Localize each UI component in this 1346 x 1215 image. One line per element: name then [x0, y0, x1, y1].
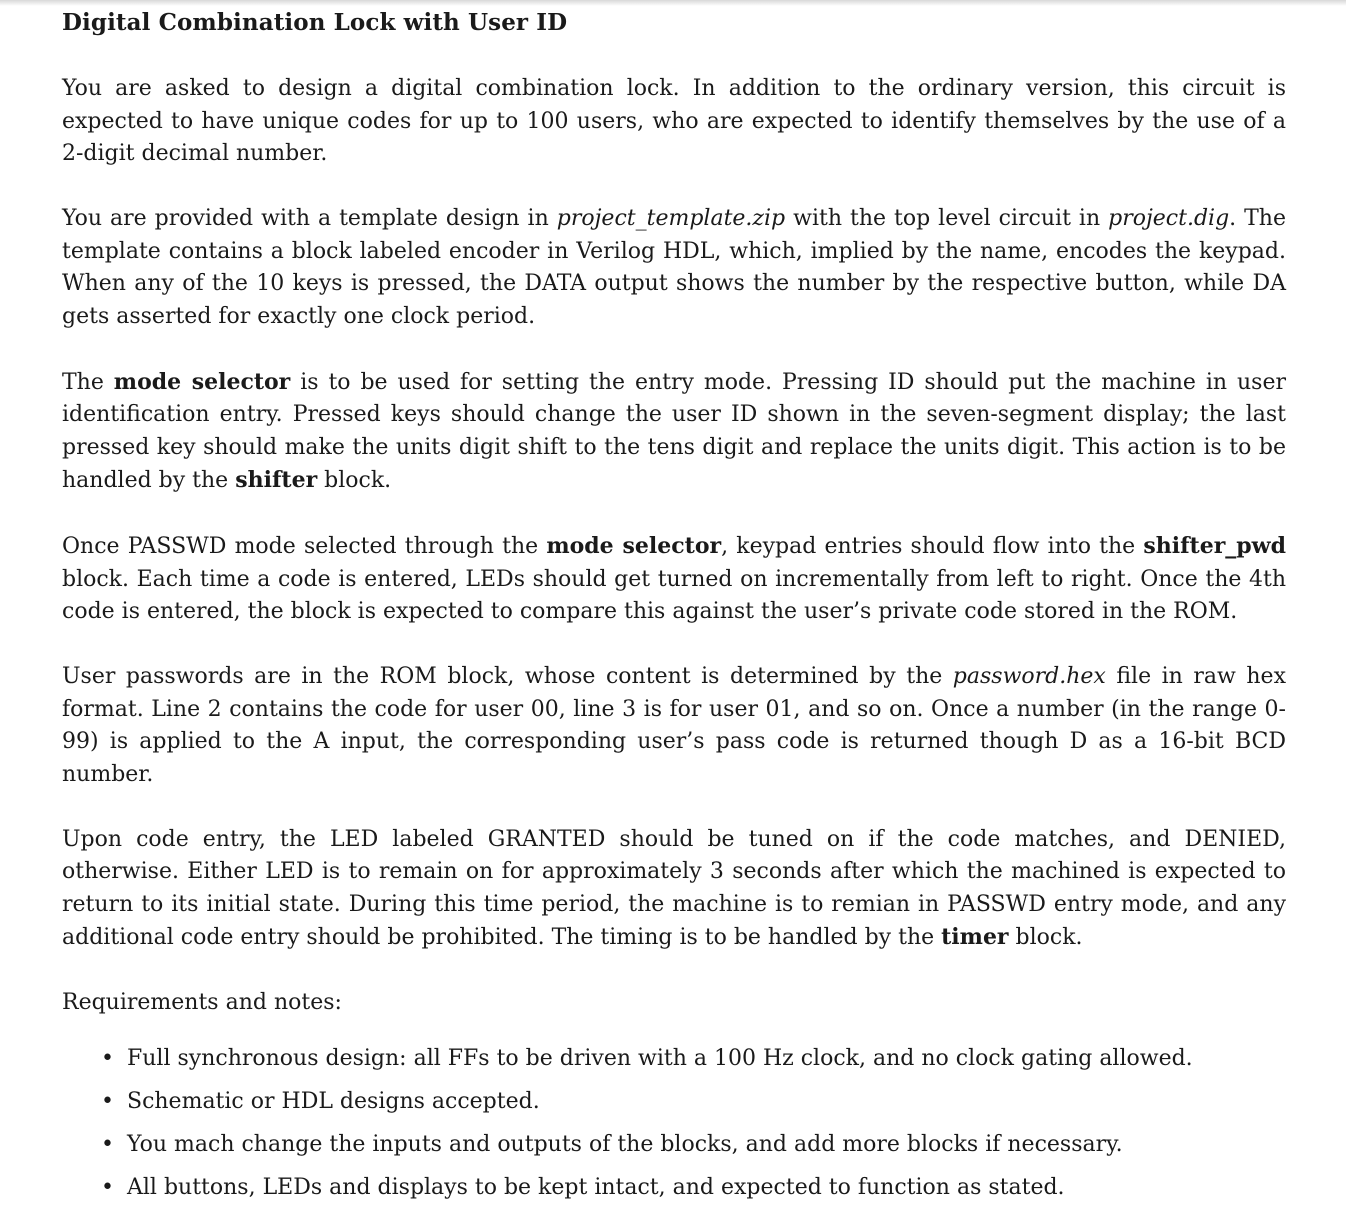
mode-text-2: is to be used for setting the entry mode. Pressing ID should put the machine in user identification entry. Pressed keys should change the user ID shown in the seven-segment display; the last pressed key should make the units digit shift to the tens digit and replace the units digit. This action is to be handled by the	[62, 369, 1286, 493]
intro-paragraph: You are asked to design a digital combination lock. In addition to the ordinary version, this circuit is expected to have unique codes for up to 100 users, who are expected to identify themselves by the use of a 2-digit decimal number.	[62, 76, 1286, 166]
passwd-text-2: , keypad entries should flow into the	[721, 534, 1144, 559]
shifter-pwd-term: shifter_pwd	[1143, 533, 1286, 559]
rom-paragraph	[62, 661, 1286, 791]
passwd-paragraph	[62, 530, 1286, 629]
timer-text-2: block.	[1008, 925, 1083, 950]
list-item	[62, 1043, 1286, 1076]
passwd-mode-selector-term: mode selector	[546, 533, 722, 559]
bullet-icon: •	[101, 1045, 114, 1071]
document-page	[62, 8, 1286, 1215]
rom-text-2: file in raw hex format. Line 2 contains the code for user 00, line 3 is for user 01, and so on. Once a number (in the range 0-99) is applied to the A input, the corresponding user’s pass code is returned though D as a 16-bit BCD number.	[62, 664, 1286, 787]
timer-term: timer	[941, 924, 1009, 950]
password-hex-filename: password.hex	[952, 664, 1106, 689]
list-item	[62, 1129, 1286, 1162]
bullet-icon: •	[101, 1088, 114, 1114]
template-text-1: You are provided with a template design in	[62, 206, 557, 231]
requirements-list	[62, 1043, 1286, 1205]
mode-text-3: block.	[317, 468, 392, 493]
top-edge-shadow	[0, 0, 1346, 6]
timer-text-1: Upon code entry, the LED labeled GRANTED should be tuned on if the code matches, and DENIED, otherwise. Either LED is to remain on for approximately 3 seconds after which the machined is expected to return to its initial state. During this time period, the machine is to remian in PASSWD entry mode, and any additional code entry should be prohibited. The timing is to be handled by the	[62, 826, 1286, 950]
top-level-filename: project.dig	[1108, 206, 1230, 231]
rom-text-1: User passwords are in the ROM block, whose content is determined by the	[62, 664, 953, 689]
passwd-text-3: block. Each time a code is entered, LEDs should get turned on incrementally from left to right. Once the 4th code is entered, the block is expected to compare this against the user’s private code stored in the ROM.	[62, 566, 1286, 624]
mode-selector-term: mode selector	[113, 368, 291, 395]
list-item-text: You mach change the inputs and outputs of the blocks, and add more blocks if necessary.	[127, 1131, 1123, 1157]
list-item	[62, 1086, 1286, 1119]
template-text-3: . The template contains a block labeled encoder in Verilog HDL, which, implied by the name, encodes the keypad. When any of the 10 keys is pressed, the DATA output shows the number by the respective button, while DA gets asserted for exactly one clock period.	[62, 206, 1286, 329]
list-item-text: All buttons, LEDs and displays to be kept intact, and expected to function as stated.	[127, 1174, 1065, 1200]
bullet-icon: •	[101, 1131, 114, 1157]
template-zip-filename: project_template.zip	[556, 206, 786, 231]
document-title: Digital Combination Lock with User ID	[62, 9, 568, 36]
passwd-text-1: Once PASSWD mode selected through the	[62, 534, 547, 559]
timer-paragraph	[62, 824, 1286, 955]
list-item	[62, 1172, 1286, 1205]
template-paragraph	[62, 203, 1286, 333]
list-item-text: Full synchronous design: all FFs to be driven with a 100 Hz clock, and no clock gating allowed.	[127, 1045, 1193, 1071]
mode-selector-paragraph	[62, 366, 1286, 498]
mode-text-1: The	[62, 369, 114, 395]
requirements-heading: Requirements and notes:	[62, 990, 342, 1015]
template-text-2: with the top level circuit in	[785, 206, 1109, 231]
bullet-icon: •	[101, 1174, 114, 1200]
list-item-text: Schematic or HDL designs accepted.	[127, 1088, 540, 1114]
shifter-term: shifter	[235, 467, 318, 493]
